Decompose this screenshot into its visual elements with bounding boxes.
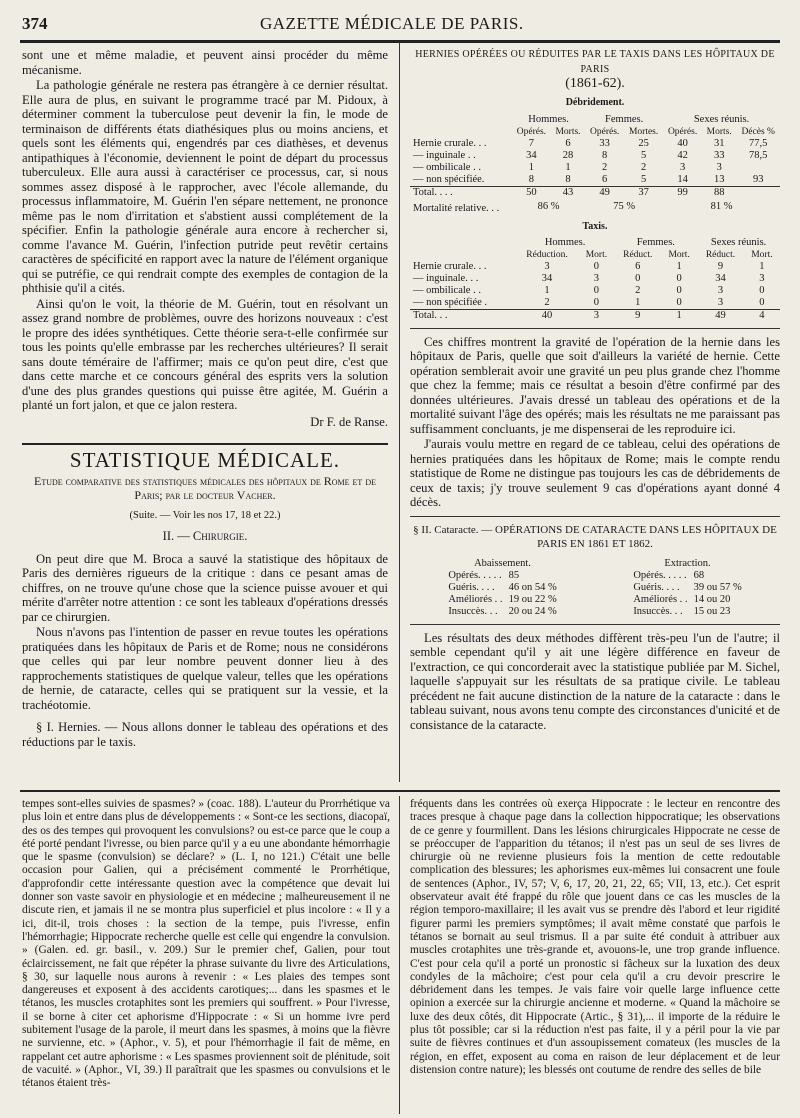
cell: 1 (676, 260, 682, 272)
extraction-table (630, 558, 744, 618)
col-header: Réduct. (623, 249, 653, 260)
column-divider-top (399, 42, 400, 782)
page-number: 374 (22, 14, 48, 33)
cell: 33 (599, 138, 610, 149)
row-label: Insuccès. . . (448, 605, 498, 617)
cell: 77,5 (749, 138, 768, 149)
paragraph: J'aurais voulu mettre en regard de ce tableau, celui des opérations de hernies pratiquées dans les hôpitaux de Rome; mais le compte rendu statistique de Rome ne distingue pas toujours les cas de débridements de ceux de taxis; j'y trouve seulement 9 cas d'opérations ayant donné 4 décès. (410, 437, 780, 509)
cell: 20 ou 24 % (508, 605, 557, 617)
cell: 86 % (537, 201, 560, 212)
cell: 85 (508, 569, 520, 581)
table-row (410, 138, 780, 150)
cataracte-heading: § II. Cataracte. — OPÉRATIONS DE CATARACTE DANS LES HÔPITAUX DE PARIS EN 1861 ET 1862. (413, 523, 777, 550)
cell: 81 % (710, 201, 733, 212)
cell: 19 ou 22 % (508, 593, 557, 605)
col-header: Mort. (668, 249, 690, 260)
cell: 14 ou 20 (693, 593, 731, 605)
cell: 68 (693, 569, 705, 581)
col-header: Réduct. (705, 249, 736, 260)
cell: 49 (599, 187, 610, 198)
cell: 34 (715, 272, 726, 284)
table-row (410, 297, 780, 310)
cell: 1 (676, 309, 682, 321)
article-subtitle: Etude comparative des statistiques médicales des hôpitaux de Rome et de Paris; par le docteur Vacher. (34, 473, 376, 502)
cell: 88 (713, 187, 725, 198)
cell: 13 (713, 174, 725, 185)
cell: 43 (562, 187, 574, 198)
cell: 3 (717, 284, 724, 296)
cell: 3 (544, 260, 550, 272)
row-label: Opérés. . . . . (633, 569, 687, 581)
cell: 1 (635, 296, 641, 308)
row-label: Mortalité relative. . . (413, 203, 500, 214)
cell: 0 (593, 260, 600, 272)
row-label: Améliorés . . (633, 593, 688, 605)
abaissement-table (445, 558, 559, 618)
cell: 34 (541, 272, 553, 284)
table-subtitle: Taxis. (582, 221, 608, 232)
column-divider-bottom (399, 796, 400, 1114)
cell: 78,5 (749, 150, 768, 161)
suite-note: (Suite. — Voir les nos 17, 18 et 22.) (129, 509, 281, 521)
cell: 46 on 54 % (508, 581, 557, 593)
cell: 40 (677, 138, 688, 149)
cell: 0 (593, 296, 600, 308)
col-header: Opérés. (516, 127, 547, 137)
cell: 2 (602, 162, 608, 173)
row-label: — ombilicale . . (413, 284, 481, 296)
paragraph: fréquents dans les contrées où exerça Hippocrate : le lecteur en rencontre des traces presque à chaque page dans la collection hippocratique; les observations de ce genre y fourmillent. Dans les lésions chirurgicales Hippocrate ne cesse de se préoccuper de l'apparition du tétanos; il n'est pas un seul de ses livres de chirurgie où ne revienne plusieurs fois la mention de cette redoutable complication des blessures; les aphorismes eux-mêmes lui consacrent une foule de sentences (Aphor., IV, 57; V, 6, 17, 20, 21, 22, 65; VII, 13, etc.). Cet esprit observateur avait été frappé du rôle que jouent dans ce cas les muscles de la région temporo-maxillaire; il les avait vus se prendre dès l'abord et leur rigidité figurer parmi les premiers symptômes; il avait même constaté que parfois le tétanos se bornait au seul trismus. Il a par suite été conduit à attribuer aux muscles crotaphites une très-grande et, avouons-le, une trop grande influence. C'est pour cela qu'il a porté un pronostic si fâcheux sur la luxation des deux condyles de la mâchoire; c'est pour cela qu'il a cru devoir prescrire le débridement dans les tempes. Je vais faire voir quelle large influence cette opinion a exercée sur la chirurgie ancienne et moderne. « Quand la mâchoire se luxe des deux côtés, dit Hippocrate (Artic., § 31),... il importe de la réduire le plus tôt possible; car si la réduction n'est pas faite, il y a péril pour la vie par suite de fièvres continues et d'un assoupissement comateux (les muscles de la région, en effet, exposent au coma en raison de leur déplacement et de leur distension contre nature); les blessés ont coutume de rendre des selles de bile (410, 798, 780, 1076)
cell: 0 (593, 284, 600, 296)
col-header: Opérés. (667, 127, 698, 137)
table-row (410, 174, 780, 187)
row-label: Hernie crurale. . . (413, 260, 487, 272)
table-rule (410, 624, 780, 625)
paragraph: sont une et même maladie, et peuvent ainsi procéder du même mécanisme. (22, 48, 388, 77)
cell: 14 (677, 174, 688, 185)
cell: 0 (759, 296, 765, 308)
cell: 99 (677, 187, 688, 198)
cell: 9 (717, 260, 724, 272)
cell: 7 (528, 138, 535, 149)
method-label: Abaissement. (474, 557, 531, 569)
table-row (410, 261, 780, 273)
header-rule (20, 40, 780, 43)
row-label: — non spécifiée . (413, 296, 488, 308)
paragraph: Nous n'avons pas l'intention de passer en revue toutes les opérations pratiquées dans les hôpitaux de Paris et de Rome; nous ne considérons que celles qui par leur nombre peuvent donner lieu à des rapprochements statistiques de quelque valeur, telles que les opérations de hernie, de cataracte, celles qui se pratiquent sur la vessie, et la trachéotomie. (22, 625, 388, 712)
cell (736, 162, 780, 174)
row-label: — non spécifiée. (413, 174, 485, 185)
paragraph: § I. Hernies. — Nous allons donner le tableau des opérations et des réductions par le taxis. (22, 720, 388, 749)
row-label: — inguinale. . . (413, 272, 479, 284)
cell: 50 (526, 187, 537, 198)
cell: 49 (715, 309, 726, 321)
row-label: Total. . . (413, 309, 448, 321)
section-rule (22, 443, 388, 445)
table-caption: HERNIES OPÉRÉES OU RÉDUITES PAR LE TAXIS DANS LES HÔPITAUX DE PARIS (415, 49, 775, 75)
paragraph: tempes sont-elles suivies de spasmes? » (coac. 188). L'auteur du Prorrhétique va plus loin et entre dans plus de développements : « Sont-ce les sections, diacopaï, des os des tempes qui provoquent les convulsions? ou est-ce parce que le coup a été porté pendant l'ivresse, ou bien parce qu'il y a eu une abondante hémorrhagie que le spasme (convulsion) se déclare? » (L. I, no 121.) C'était une belle occasion pour Galien, qui a précisément commenté le Prorrhétique, d'approfondir cette intéressante question avec la compétence que devait lui donner son vaste savoir en physiologie et en médecine ; malheureusement il ne discute rien, et jamais il ne se montra plus superficiel et plus incolore : « Il y a ici, dit-il, trois choses : la section de la tempe, puis l'ivresse, enfin l'hémorrhagie; Hippocrate recherche quelle est celle qui engendre la convulsion. » (Galen. ed. gr. basil., v. 209.) Sur le premier chef, Galien, pour tout éclaircissement, ne fait que répéter la phrase suivante du livre des Articulations, § 30, sur laquelle nous aurons à revenir : « Les plaies des tempes sont dangereuses et exposent à des accidents carotiques;... dans les spasmes et le tétanos, les muscles crotaphites sont les premiers qui souffrent. » Pour l'ivresse, il se borne à citer cet aphorisme d'Hippocrate : « Si un homme ivre perd subitement l'usage de la parole, il meurt dans les spasmes, à moins que la fièvre ne survienne, etc. » (Aphor., v. 5), et pour l'hémorrhagie il fait de même, en rappelant cet autre aphorisme : « Les spasmes proviennent soit de plénitude, soit de vacuité. » (Aphor., VI, 39.) Il paraîtrait que les spasmes ou convulsions et le tétanos étaient très- (22, 798, 390, 1090)
cell: 15 ou 23 (693, 605, 731, 617)
cell: 0 (676, 296, 682, 308)
table-row (410, 162, 780, 174)
cell: 0 (676, 284, 682, 296)
section-title: STATISTIQUE MÉDICALE. (69, 448, 341, 472)
group-header: Femmes. (636, 236, 675, 248)
cell: 3 (679, 162, 686, 173)
table-years: (1861-62). (565, 76, 625, 91)
row-label: Hernie crurale. . . (413, 138, 487, 149)
cell: 25 (638, 138, 649, 149)
cell: 8 (602, 150, 608, 161)
row-label: Guéris. . . . (448, 581, 495, 593)
cell: 6 (602, 174, 608, 185)
paragraph: Ces chiffres montrent la gravité de l'opération de la hernie dans les hôpitaux de Paris, quelle que soit d'ailleurs la variété de hernie. Cette opération semblerait avoir une gravité un peu plus grande chez l'homme que chez la femme; mais ce résultat a besoin d'être confirmé par des données ultérieures. J'avais dressé un tableau des opérations et de la mortalité suivant l'âge des opérés; mais les résultats ne me paraissant pas suffisamment concluants, je me dispenserai de les reproduire ici. (410, 334, 780, 436)
cell: 1 (759, 260, 765, 272)
method-label: Extraction. (664, 557, 711, 569)
cell: 2 (544, 296, 550, 308)
cell: 3 (717, 296, 724, 308)
table-row (410, 285, 780, 297)
cell: 31 (713, 138, 725, 149)
table-rule (410, 328, 780, 329)
cell: 3 (593, 309, 600, 321)
col-header: Mort. (585, 249, 608, 260)
cell: 3 (759, 272, 765, 284)
section-rule (410, 516, 780, 517)
cell: 2 (635, 284, 641, 296)
col-header: Mort. (751, 249, 773, 260)
cell: 28 (562, 150, 574, 161)
row-label: Insuccès. . . (633, 605, 683, 617)
group-header: Hommes. (544, 236, 586, 248)
paragraph: La pathologie générale ne restera pas étrangère à ce dernier résultat. Elle aura de plus, en suivant le programme tracé par M. Pidoux, à déterminer comment la tuberculose peut devenir la fin, le mode de terminaison de différents états diathésiques plus ou moins anciens, et quels sont les éléments qui, engendrés par ces diathèses, et devenus antipathiques à l'économie, deviennent le point de départ du processus tuberculeux. Elle aura aussi à caractériser ce processus, car, si nous sommes assez disposé à le rapprocher, avec l'école allemande, du processus inflammatoire, M. Guérin l'en sépare nettement, ne prononce même pas le nom d'irritation et s'abstient aussi complétement de la spécifier. Enfin la pathologie générale aura encore à rechercher si, comme l'avance M. Guérin, l'infection putride peut revêtir certains caractères de spécificité en rapport avec la nature de l'élément organique qui se putréfie, ce qui rendrait compte des exemples de contagion de la phthisie qu'il a cités. (22, 78, 388, 295)
cell: 1 (528, 162, 535, 173)
mortality-row (410, 199, 780, 215)
cell: 34 (526, 150, 537, 161)
cell: 9 (635, 309, 641, 321)
hernie-taxis-table (410, 237, 780, 322)
journal-title: GAZETTE MÉDICALE DE PARIS. (260, 14, 524, 33)
cell: 2 (641, 162, 647, 173)
cell: 93 (752, 174, 764, 185)
col-header: Morts. (555, 127, 581, 137)
bottom-left-column (22, 798, 390, 1114)
table-row (410, 150, 780, 162)
col-header: Réduction. (526, 249, 568, 260)
bottom-right-column (410, 798, 780, 1114)
paragraph: Ainsi qu'on le voit, la théorie de M. Guérin, tout en résolvant un assez grand nombre de problèmes, ouvre des horizons nouveaux : c'est le propre des idées synthétiques. Cette théorie sera-t-elle confirmée sur tous les points qu'elle embrasse par les recherches ultérieures? Il serait sans doute téméraire de l'affirmer; mais ce qu'on peut dire, c'est que dans cette marche et ce concours général des esprits vers la solution d'une des plus grandes questions qui puisse être agitée, M. Guérin a planté un fort jalon, et que ce jalon restera. (22, 296, 388, 412)
col-header: Morts. (706, 127, 732, 137)
cell: 8 (528, 174, 535, 185)
group-header: Sexes réunis. (710, 236, 767, 248)
cell: 33 (713, 150, 725, 161)
col-header: Décès % (741, 127, 775, 137)
cell: 40 (541, 309, 553, 321)
table-subtitle: Débridement. (565, 96, 625, 108)
cell: 3 (593, 272, 600, 284)
signature: Dr F. de Ranse. (310, 414, 388, 429)
paragraph: Les résultats des deux méthodes diffèrent très-peu l'un de l'autre; il semble cependant qu'il y ait une légère différence en faveur de l'extraction, ce qui concorderait avec la statistique publiée par M. Sichel, laquelle s'appuyait sur les résultats de sa pratique civile. Le tableau précédent ne fait aucune distinction de la nature de la cataracte : dans le tableau suivant, nous avons tenu compte des circonstances d'unicité et de consistance de la cataracte. (410, 630, 780, 732)
cell: 3 (716, 162, 722, 173)
total-row (410, 309, 780, 322)
hernie-debridement-table (410, 114, 780, 215)
cell: 6 (635, 260, 641, 272)
cell: 1 (565, 162, 571, 173)
chapter-heading: II. — Chirurgie. (162, 529, 248, 543)
cell: 5 (641, 150, 647, 161)
left-column (22, 48, 388, 750)
row-label: — inguinale . . (413, 150, 476, 161)
col-header: Opérés. (590, 127, 620, 137)
cell: 75 % (613, 201, 636, 212)
row-label: Guéris. . . . (633, 581, 680, 593)
row-label: Opérés. . . . . (448, 569, 502, 581)
cell: 8 (565, 174, 571, 185)
bottom-rule (20, 790, 780, 792)
col-header: Mortes. (628, 127, 659, 137)
cell: 39 ou 57 % (693, 581, 742, 593)
cell: 37 (638, 187, 649, 198)
cell: 1 (544, 284, 550, 296)
cell: 0 (635, 272, 641, 284)
group-header: Sexes réunis. (693, 114, 750, 125)
cell: 5 (641, 174, 647, 185)
cell (736, 187, 780, 200)
cataracte-table (410, 558, 780, 618)
table-row (410, 273, 780, 285)
row-label: Total. . . . (413, 187, 453, 198)
group-header: Hommes. (528, 114, 569, 125)
row-label: — ombilicale . . (413, 162, 481, 173)
cell: 0 (676, 272, 682, 284)
right-column (410, 48, 780, 733)
group-header: Femmes. (605, 114, 644, 125)
cell: 42 (677, 150, 688, 161)
paragraph: On peut dire que M. Broca a sauvé la statistique des hôpitaux de Paris des dernières rigueurs de la critique : dans ce pesant amas de chiffres, on ne trouve qu'une chose que la science puisse avouer et qui mérite d'arrêter notre attention : ce sont les tableaux d'opérations dressés par ce chirurgien. (22, 551, 388, 624)
total-row (410, 187, 780, 200)
row-label: Améliorés . . (448, 593, 503, 605)
cell: 0 (759, 284, 765, 296)
cell: 4 (759, 309, 765, 321)
cell: 6 (565, 138, 571, 149)
